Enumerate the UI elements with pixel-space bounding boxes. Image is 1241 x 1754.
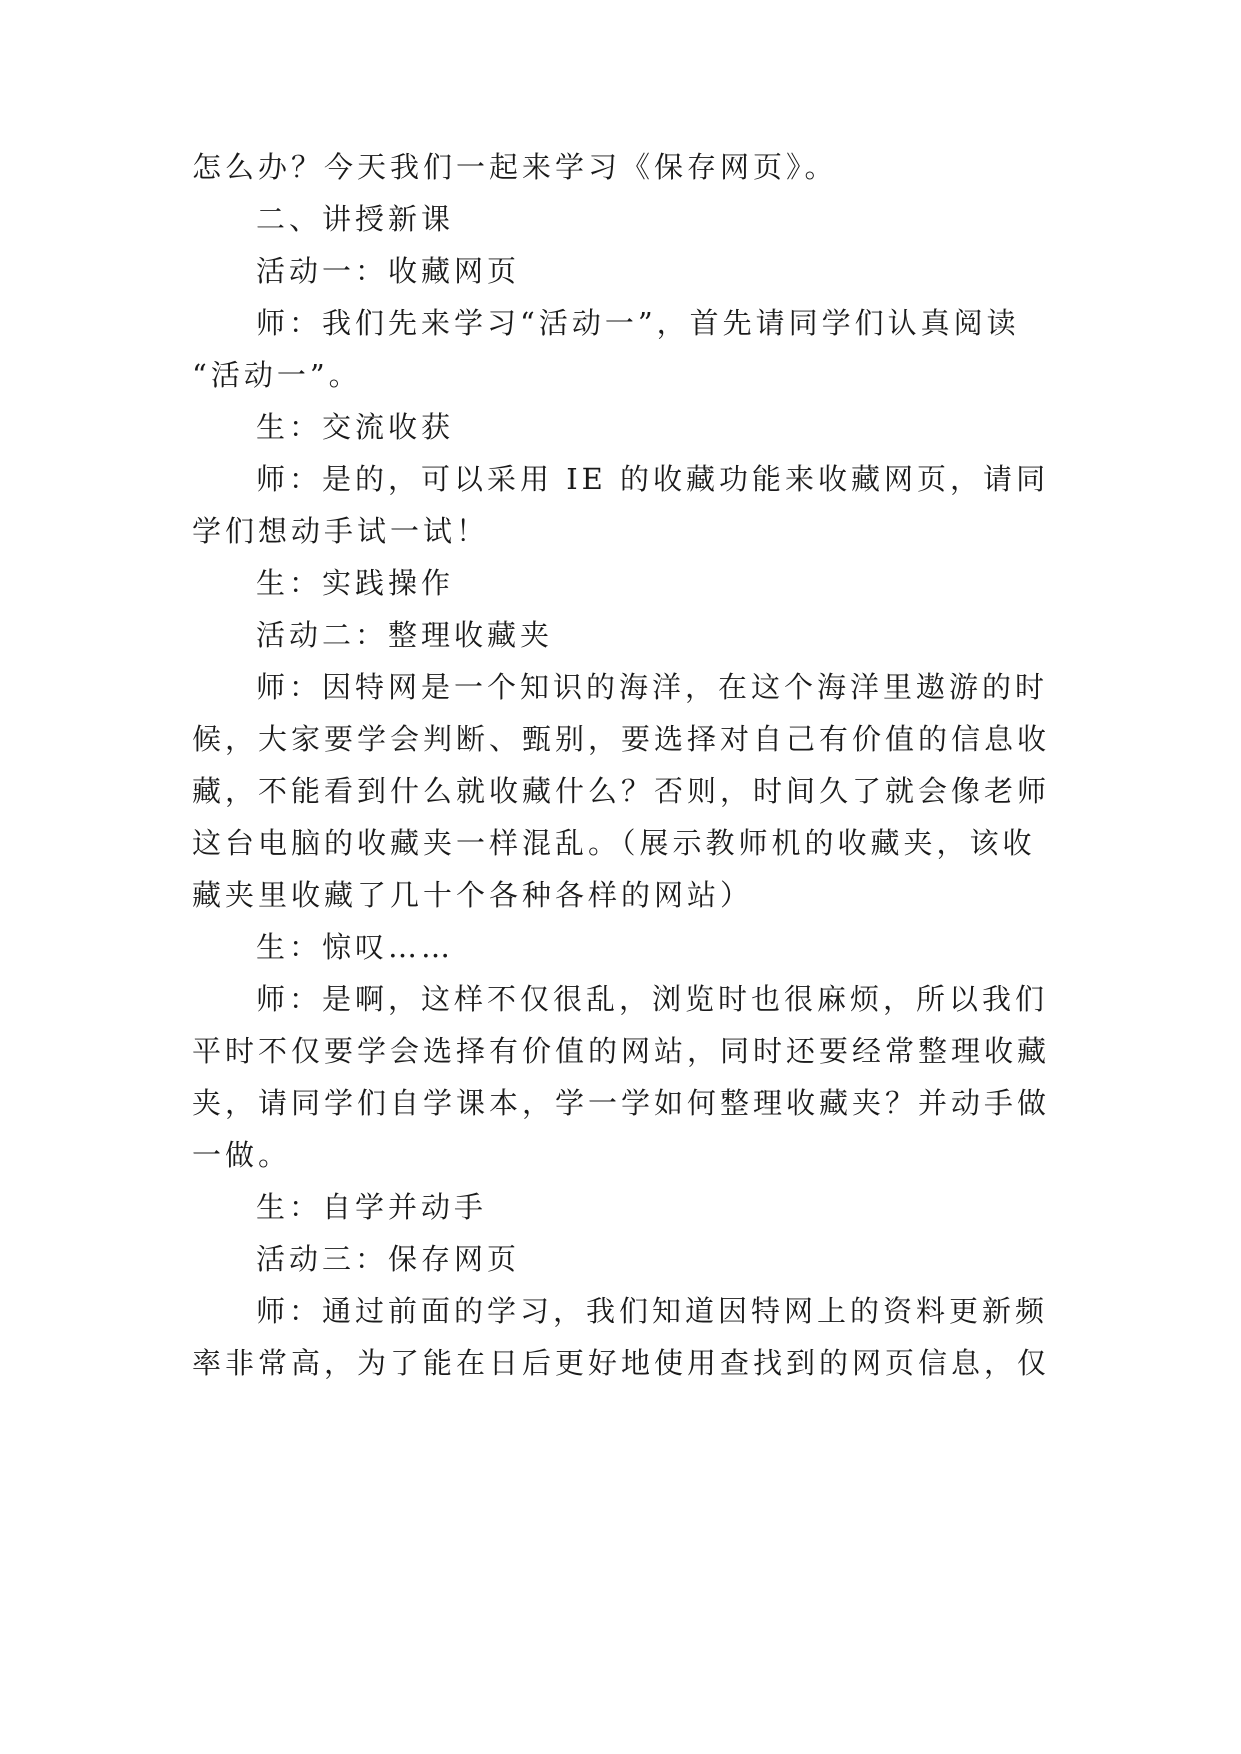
text-line: 师：因特网是一个知识的海洋，在这个海洋里遨游的时 <box>256 670 1049 704</box>
text-line: 率非常高，为了能在日后更好地使用查找到的网页信息，仅 <box>192 1346 1051 1380</box>
section-heading: 二、讲授新课 <box>256 202 455 236</box>
text-line: “活动一”。 <box>192 358 362 392</box>
text-line: 夹，请同学们自学课本，学一学如何整理收藏夹？并动手做 <box>192 1086 1051 1120</box>
text-line: 学们想动手试一试！ <box>192 514 490 548</box>
text-line: 师：是啊，这样不仅很乱，浏览时也很麻烦，所以我们 <box>256 982 1049 1016</box>
text-line: 师：我们先来学习“活动一”，首先请同学们认真阅读 <box>256 306 1020 340</box>
text-line: 师：通过前面的学习，我们知道因特网上的资料更新频 <box>256 1294 1049 1328</box>
text-line: 生：实践操作 <box>256 566 455 600</box>
text-line: 生：惊叹…… <box>256 930 455 964</box>
text-line: 一做。 <box>192 1138 292 1172</box>
activity-heading: 活动一：收藏网页 <box>256 254 521 288</box>
text-line: 候，大家要学会判断、甄别，要选择对自己有价值的信息收 <box>192 722 1051 756</box>
activity-heading: 活动二：整理收藏夹 <box>256 618 554 652</box>
text-line: 生：交流收获 <box>256 410 455 444</box>
text-line: 师：是的，可以采用 IE 的收藏功能来收藏网页，请同 <box>256 462 1050 496</box>
text-line: 藏夹里收藏了几十个各种各样的网站） <box>192 878 754 912</box>
text-line: 藏，不能看到什么就收藏什么？否则，时间久了就会像老师 <box>192 774 1051 808</box>
text-line: 这台电脑的收藏夹一样混乱。（展示教师机的收藏夹，该收 <box>192 826 1036 860</box>
text-line: 怎么办？今天我们一起来学习《保存网页》。 <box>192 150 838 184</box>
text-line: 生：自学并动手 <box>256 1190 488 1224</box>
text-line: 平时不仅要学会选择有价值的网站，同时还要经常整理收藏 <box>192 1034 1051 1068</box>
activity-heading: 活动三：保存网页 <box>256 1242 521 1276</box>
